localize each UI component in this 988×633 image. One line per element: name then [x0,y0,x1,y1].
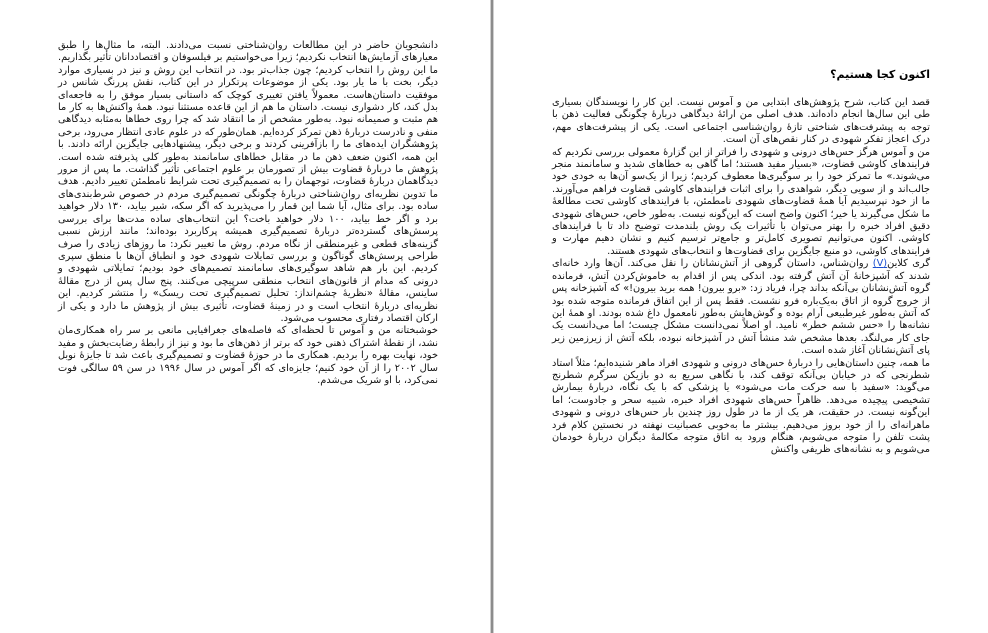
right-paragraph-1: قصد این کتاب، شرح پژوهش‌های ابتدایی من و آموس نیست. این کار را نویسندگان بسیاری طی این سال‌ها انجام داده‌اند. هدف اصلی من ارائهٔ دیدگاهی دربارهٔ چگونگی فعالیت ذهن با توجه به پیشرفت‌های شناختی تازهٔ روان‌شناسی اجتماعی است. یکی از پیشرفت‌های مهم، درک اعجاز تفکر شهودی در کنار نقص‌های آن است. [552,97,930,146]
right-paragraph-4: ما همه، چنین داستان‌هایی را دربارهٔ حس‌های درونی و شهودی افراد ماهر شنیده‌ایم؛ مثلاً استاد شطرنجی که در خیابان بی‌آنکه توقف کند، با نگاهی سریع به دو بازیکن سرگرم شطرنج می‌گوید: «سفید با سه حرکت مات می‌شود» یا پزشکی که با یک نگاه، دربارهٔ بیمارش تشخیصی پیچیده می‌دهد. ظاهراً حس‌های شهودی افراد خبره، شبیه سحر و جادوست؛ اما این‌گونه نیست. در حقیقت، هر یک از ما در طول روز چندین بار حس‌های درونی و شهودی ماهرانه‌ای را از خود بروز می‌دهیم. بیشتر ما به‌خوبی عصبانیت نهفته در نخستین کلام فرد پشت تلفن را متوجه می‌شویم، هنگام ورود به اتاق متوجه مکالمهٔ دیگران دربارهٔ خودمان می‌شویم و به نشانه‌های ظریفی واکنش [552,357,930,456]
right-paragraph-2: من و آموس هرگز حس‌های درونی و شهودی را فراتر از این گزارهٔ معمولی بررسی نکردیم که فرایندهای کاوشی قضاوت، «بسیار مفید هستند؛ اما گاهی به خطاهای شدید و سامانمند منجر می‌شوند.» ما تمرکز خود را بر سوگیری‌ها معطوف کردیم؛ زیرا از یک‌سو آن‌ها به خودی خود جالب‌اند و از سویی دیگر، شواهدی را برای اثبات فرایندهای کاوشی قضاوت فراهم می‌آورند. ما از خود نپرسیدیم آیا همهٔ قضاوت‌های شهودی نامطمئن، با فرایندهای کاوشی تحت مطالعهٔ ما شکل می‌گیرند یا خیر؛ اکنون واضح است که این‌گونه نیست. به‌طور خاص، حس‌های شهودی دقیق افراد خبره را بهتر می‌توان با تأثیرات یک روش بلندمدت توضیح داد تا با فرایندهای کاوشی. اکنون می‌توانیم تصویری کامل‌تر و جامع‌تر ترسیم کنیم و نشان دهیم مهارت و فرایندهای کاوشی، دو منبع جایگزین برای قضاوت‌ها و انتخاب‌های شهودی هستند. [552,146,930,257]
left-paragraph-2: خوشبختانه من و آموس تا لحظه‌ای که فاصله‌های جغرافیایی مانعی بر سر راه همکاری‌مان نشد، از نقطهٔ اشتراک ذهنی خود که برتر از ذهن‌های ما بود و نیز از رابطهٔ رضایت‌بخش و مفید خود، نهایت بهره را بردیم. همکاری ما در حوزهٔ قضاوت و تصمیم‌گیری باعث شد تا جایزهٔ نوبل سال ۲۰۰۲ را از آن خود کنیم؛ جایزه‌ای که اگر آموس در سال ۱۹۹۶ در سن ۵۹ سالگی فوت نمی‌کرد، با او شریک می‌شدم. [58,325,438,386]
section-heading: اکنون کجا هستیم؟ [830,68,930,81]
left-page-text [58,40,438,387]
klein-name: گری کلاین [887,258,931,270]
left-page [0,0,490,633]
right-paragraph-3-body: روان‌شناس، داستان گروهی از آتش‌نشانان را نقل می‌کند. آن‌ها وارد خانه‌ای شدند که آشپزخانهٔ آن آتش گرفته بود. اندکی پس از اقدام به خاموش‌کردن آتش، فرمانده گروه آتش‌نشانان بی‌آنکه بداند چرا، فریاد زد: «برو بیرون! همه برید بیرون!» که آشپزخانه پس از خروج گروه از اتاق به‌یک‌باره فرو نشست. فقط پس از این اتفاق فرمانده متوجه شده بود که آتش به‌طور غیرطبیعی آرام بوده و گوش‌هایش به‌طور نامعمول داغ شده بودند. او همهٔ این نشانه‌ها را «حس ششم خطر» نامید. او اصلاً نمی‌دانست مشکل چیست؛ اما می‌دانست یک جای کار می‌لنگد. بعدها مشخص شد منشأ آتش در آشپزخانه نبوده، بلکه آتش از زیرزمین زیر پای آتش‌نشانان آغاز شده است. [552,258,930,357]
right-page-text [552,97,930,457]
left-paragraph-1: دانشجویان حاضر در این مطالعات روان‌شناختی نسبت می‌دادند. البته، ما مثال‌ها را طبق معیارهای آزمایش‌ها انتخاب نکردیم؛ زیرا می‌خواستیم بر فیلسوفان و اقتصاددانان تأثیر بگذاریم. ما این روش را انتخاب کردیم؛ چون جذاب‌تر بود. در انتخاب این روش و نیز در بسیاری موارد دیگر، بخت با ما یار بود. یکی از موضوعات پرتکرار در این کتاب، نقش پررنگ شانس در موفقیت داستان‌هاست. معمولاً یافتن تغییری کوچک که داستانی بسیار موفق را به فاجعه‌ای بدل کند، کار دشواری نیست. داستان ما هم از این قاعده مستثنا نبود. همهٔ واکنش‌ها به کار ما هم مثبت و صمیمانه نبود. به‌طور مشخص از ما انتقاد شد که چرا روی خطاها به‌مثابه دیدگاهی منفی و نادرست دربارهٔ ذهن تمرکز کرده‌ایم. همان‌طور که در علوم عادی انتظار می‌رود، برخی پژوهشگران ایده‌های ما را بازآفرینی کردند و برخی دیگر، پیشنهادهایی جایگزین ارائه دادند. با این همه، اکنون ضعف ذهن ما در مقابل خطاهای سامانمند به‌طور کلی پذیرفته شده است. پژوهش ما دربارهٔ قضاوت بیش از تصورمان بر علوم اجتماعی تأثیر گذاشت. ما پس از مرور دیدگاهمان دربارهٔ قضاوت، توجهمان را به تصمیم‌گیری تحت شرایط نامطمئن تغییر دادیم. هدف ما تدوین نظریه‌ای روان‌شناختی دربارهٔ چگونگی تصمیم‌گیری مردم در خصوص شرط‌بندی‌های ساده بود. برای مثال، آیا شما این قمار را می‌پذیرید که اگر سکه، شیر بیاید، ۱۳۰ دلار خواهید برد و اگر خط بیاید، ۱۰۰ دلار خواهید باخت؟ این انتخاب‌های ساده مدت‌ها برای بررسی پرسش‌های گسترده‌تر دربارهٔ تصمیم‌گیری همیشه پرکاربرد بوده‌اند؛ مانند ارزش نسبی گزینه‌های قطعی و غیرمنطقی از نگاه مردم. روش ما تغییر نکرد: ما روزهای زیادی را صرف طراحی پرسش‌های گوناگون و بررسی تمایلات شهودی خود و انطباق آن‌ها با منطق سپری کردیم. این بار هم شاهد سوگیری‌های سامانمند تصمیم‌های خود بودیم؛ تمایلاتی شهودی و درونی که مدام از قانون‌های انتخاب منطقی سرپیچی می‌کنند. پنج سال پس از درج مقالهٔ ساینس، مقالهٔ «نظریهٔ چشم‌انداز: تحلیل تصمیم‌گیری تحت ریسک» را منتشر کردیم. این نظریه‌ای دربارهٔ انتخاب است و در زمینهٔ قضاوت، تأثیری بیش از پژوهش ما دارد و یکی از ارکان اقتصاد رفتاری محسوب می‌شود. [58,40,438,324]
footnote-link[interactable]: (V) [872,258,888,270]
right-paragraph-3 [552,258,930,357]
right-page [494,0,988,633]
